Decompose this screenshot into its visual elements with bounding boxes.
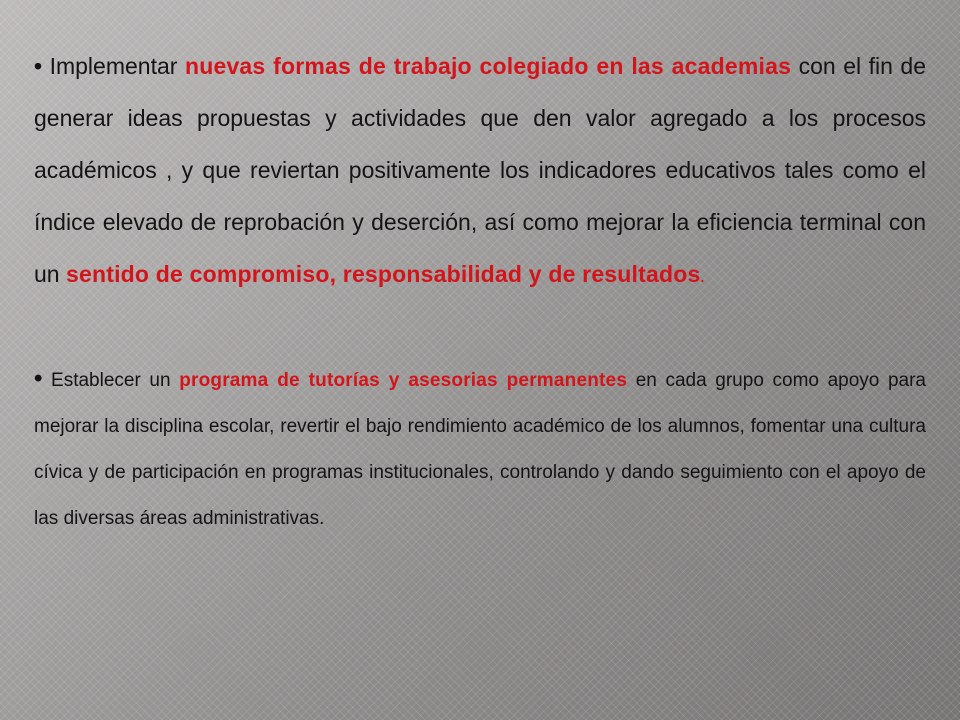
bullet-dot-2: • [34, 365, 43, 392]
slide-content [34, 40, 926, 542]
bullet1-text-body: con el fin de generar ideas propuestas y actividades que den valor agregado a los procesos académicos , y que reviertan positivamente los indicadores educativos tales como el índice elevado de reprobación y deserción, así como mejorar la eficiencia terminal con un [34, 53, 927, 287]
bullet-dot-1: • [34, 53, 43, 79]
bullet-paragraph-1 [34, 40, 926, 304]
bullet2-text-body: en cada grupo como apoyo para mejorar la disciplina escolar, revertir el bajo rendimiento académico de los alumnos, fomentar una cultura cívica y de participación en programas institucionales, controlando y dando seguimiento con el apoyo de las diversas áreas administrativas. [34, 370, 927, 529]
bullet1-highlight-compromiso: sentido de compromiso, responsabilidad y de resultados [65, 261, 701, 287]
bullet1-highlight-academias: nuevas formas de trabajo colegiado en las academias [184, 53, 792, 79]
bullet2-highlight-tutorias: programa de tutorías y asesorias permanentes [179, 370, 628, 391]
bullet-paragraph-2 [34, 356, 926, 542]
bullet1-period: . [700, 270, 705, 285]
bullet1-text-start: Implementar [49, 53, 185, 79]
bullet2-text-start: Establecer un [51, 370, 180, 391]
